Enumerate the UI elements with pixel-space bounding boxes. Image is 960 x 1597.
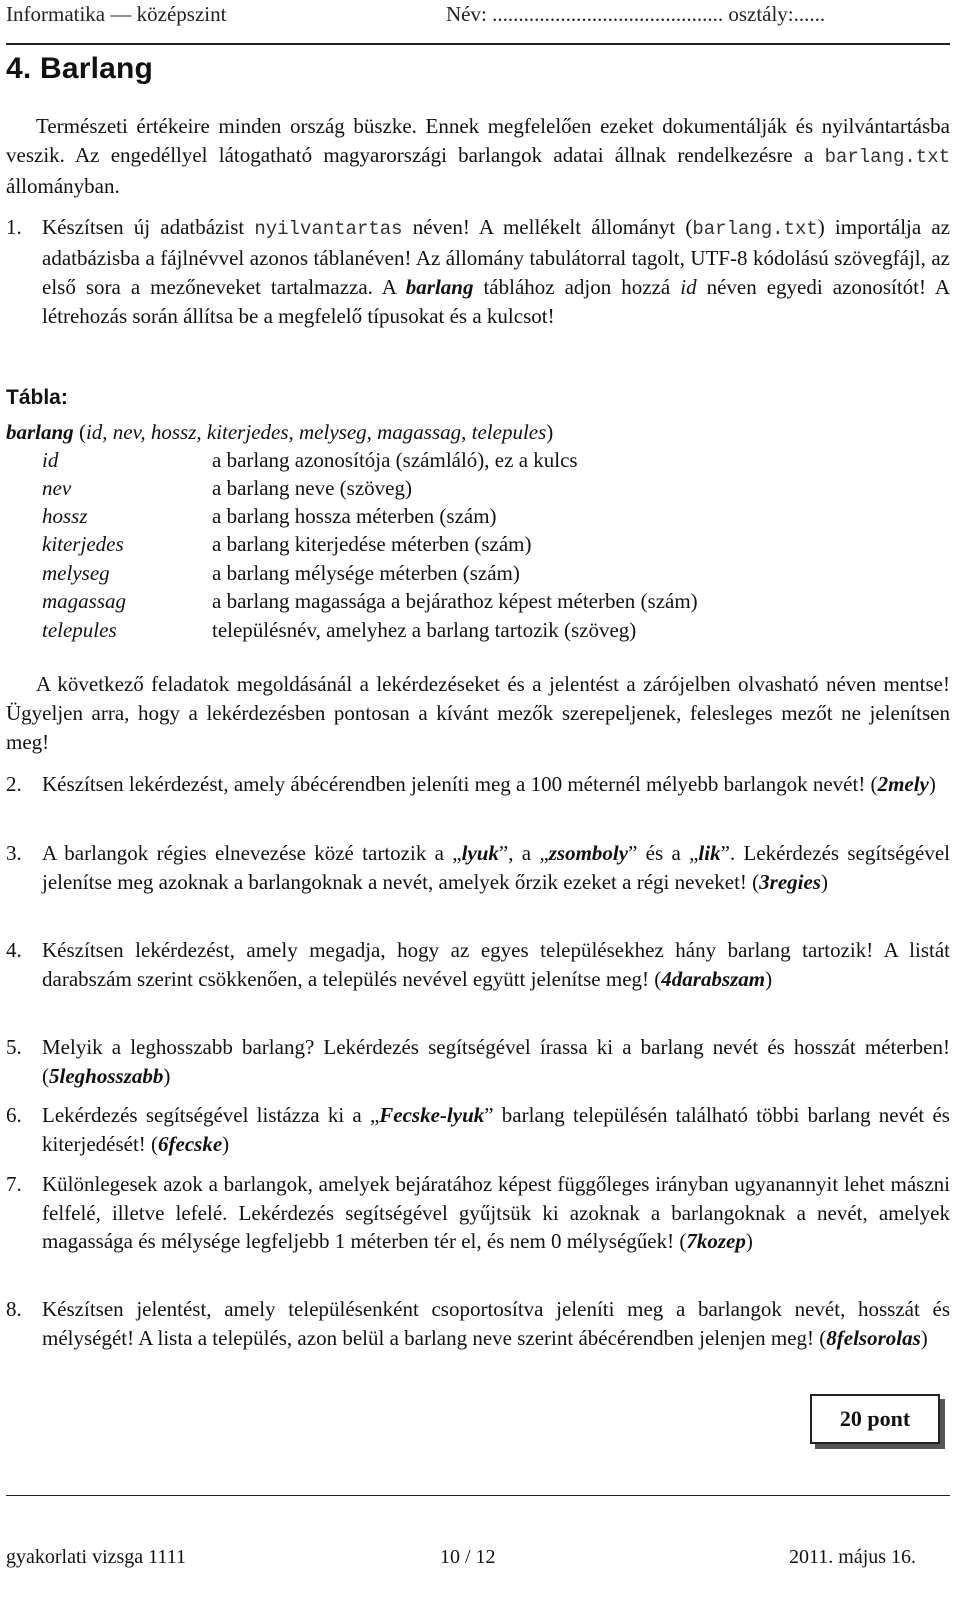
task-5-number: 5. xyxy=(6,1035,22,1059)
save-name: 6fecske xyxy=(158,1131,223,1156)
footer-rule xyxy=(6,1495,950,1496)
task-6-text: Lekérdezés segítségével listázza ki a „Fecske-lyuk” barlang településén található többi barlang nevét és kiterjedését! (6fecske) xyxy=(42,1103,950,1156)
save-name: 8felsorolas xyxy=(826,1325,921,1350)
header-subject: Informatika — középszint xyxy=(6,2,227,26)
footer-date: 2011. május 16. xyxy=(789,1546,917,1568)
field-row: melyseg a barlang mélysége méterben (szám) xyxy=(42,561,520,585)
task-3-number: 3. xyxy=(6,841,22,865)
field-row: hossz a barlang hossza méterben (szám) xyxy=(42,504,497,528)
save-name: 2mely xyxy=(877,772,929,796)
task-1-number: 1. xyxy=(6,215,22,239)
save-name: 3regies xyxy=(759,869,821,894)
header-rule xyxy=(6,43,950,45)
page-title: 4. Barlang xyxy=(6,52,154,85)
schema-field-list: id, nev, hossz, kiterjedes, melyseg, magassag, telepules xyxy=(85,420,547,444)
field-row: nev a barlang neve (szöveg) xyxy=(42,476,412,500)
field-row: id a barlang azonosítója (számláló), ez a kulcs xyxy=(42,448,578,472)
points-box: 20 pont xyxy=(810,1394,940,1444)
footer-page-number: 10 / 12 xyxy=(440,1546,496,1568)
field-row: magassag a barlang magassága a bejárathoz képest méterben (szám) xyxy=(42,589,698,613)
instructions-paragraph: A következő feladatok megoldásánál a lekérdezéseket és a jelentést a zárójelben olvasható néven mentse! Ügyeljen arra, hogy a lekérdezésben pontosan a kívánt mezők szerepeljenek, felesleges mezőt ne jelenítsen meg! xyxy=(6,672,950,754)
task-7-text: Különlegesek azok a barlangok, amelyek bejáratához képest függőleges irányban ugyanannyit lehet mászni felfelé, illetve lefelé. Lekérdezés segítségével gyűjtsük ki azoknak a barlangoknak a nevét, amelyek magassága és mélysége legfeljebb 1 méterben tér el, és nem 0 mélységűek! (7kozep) xyxy=(42,1172,950,1253)
save-name: 4darabszam xyxy=(661,966,766,991)
intro-filename: barlang.txt xyxy=(824,146,950,168)
footer-exam-code: gyakorlati vizsga 1111 xyxy=(6,1546,186,1568)
task-4-number: 4. xyxy=(6,938,22,962)
task-2-text: Készítsen lekérdezést, amely ábécérendben jeleníti meg a 100 méternél mélyebb barlangok nevét! (2mely) xyxy=(42,772,936,796)
table-name: barlang xyxy=(405,275,474,299)
task-8-number: 8. xyxy=(6,1297,22,1321)
task-5-text: Melyik a leghosszabb barlang? Lekérdezés segítségével írassa ki a barlang nevét és hosszát méterben! (5leghosszabb) xyxy=(42,1035,950,1088)
table-schema: barlang (id, nev, hossz, kiterjedes, melyseg, magassag, telepules) xyxy=(6,420,554,444)
id-field-name: id xyxy=(680,275,697,299)
save-name: 7kozep xyxy=(686,1229,746,1253)
table-heading: Tábla: xyxy=(6,386,68,409)
task-3-text: A barlangok régies elnevezése közé tartozik a „lyuk”, a „zsomboly” és a „lik”. Lekérdezés segítségével jelenítse meg azoknak a barlangoknak a nevét, amelyek őrzik ezeket a régi neveket! (3regies) xyxy=(42,841,950,894)
task-1-text: Készítsen új adatbázist nyilvantartas néven! A mellékelt állományt (barlang.txt) importálja az adatbázisba a fájlnévvel azonos táblanéven! Az állomány tabulátorral tagolt, UTF-8 kódolású szövegfájl, az első sora a mezőneveket tartalmazza. A barlang táblához adjon hozzá id néven egyedi azonosítót! A létrehozás során állítsa be a megfelelő típusokat és a kulcsot! xyxy=(42,215,951,328)
task-1-filename: barlang.txt xyxy=(692,218,818,240)
field-row: telepules településnév, amelyhez a barlang tartozik (szöveg) xyxy=(42,618,637,642)
intro-text-2: állományban. xyxy=(6,174,120,198)
header-name-class-field: Név: ............................................ osztály:...... xyxy=(446,2,826,26)
task-4-text: Készítsen lekérdezést, amely megadja, hogy az egyes településekhez hány barlang tartozik! A listát darabszám szerint csökkenően, a település nevével együtt jelenítse meg! (4darabszam) xyxy=(42,938,950,991)
task-2-number: 2. xyxy=(6,772,22,796)
task-8-text: Készítsen jelentést, amely településenként csoportosítva jeleníti meg a barlangok nevét, hosszát és mélységét! A lista a település, azon belül a barlang neve szerint ábécérendben jelenjen meg! (8felsorolas) xyxy=(42,1297,950,1350)
task-6-number: 6. xyxy=(6,1103,22,1127)
intro-paragraph xyxy=(6,112,950,201)
field-row: kiterjedes a barlang kiterjedése méterben (szám) xyxy=(42,532,532,556)
page-header xyxy=(6,0,950,38)
db-name: nyilvantartas xyxy=(254,218,403,240)
intro-text-1: Természeti értékeire minden ország büszke. Ennek megfelelően ezeket dokumentálják és nyilvántartásba veszik. Az engedéllyel látogatható magyarországi barlangok adatai állnak rendelkezésre a xyxy=(6,114,950,167)
task-7-number: 7. xyxy=(6,1172,22,1196)
save-name: 5leghosszabb xyxy=(49,1063,164,1088)
